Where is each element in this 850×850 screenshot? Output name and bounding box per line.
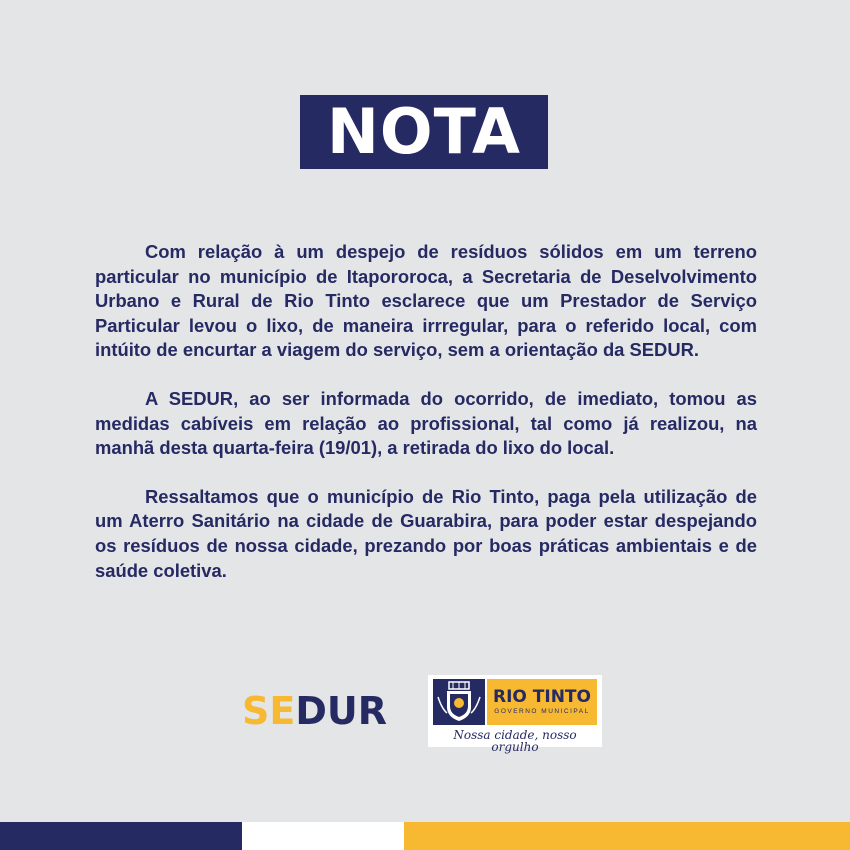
coat-of-arms-icon: [433, 679, 485, 725]
paragraph-1: Com relação à um despejo de resíduos sólidos em um terreno particular no município de Itapororoca, a Secretaria de Deselvolvimento Urbano e Rural de Rio Tinto esclarece que um Prestador de Serviço Particular levou o lixo, de maneira irrregular, para o referido local, com intúito de encurtar a viagem do serviço, sem a orientação da SEDUR.: [95, 241, 757, 361]
sedur-logo-part1: SE: [242, 689, 296, 733]
rio-tinto-subtitle: GOVERNO MUNICIPAL: [494, 708, 590, 715]
note-body: [95, 240, 757, 607]
paragraph-3: Ressaltamos que o município de Rio Tinto, paga pela utilização de um Aterro Sanitário na cidade de Guarabira, para poder estar despejando os resíduos de nossa cidade, prezando por boas práticas ambientais e de saúde coletiva.: [95, 485, 757, 581]
rio-tinto-banner: [487, 679, 597, 725]
footer-bar-yellow: [404, 822, 850, 850]
rio-tinto-logo: [428, 675, 602, 754]
footer-bar-navy: [0, 822, 242, 850]
paragraph-2: A SEDUR, ao ser informada do ocorrido, de imediato, tomou as medidas cabíveis em relação ao profissional, tal como já realizou, na manhã desta quarta-feira (19/01), a retirada do lixo do local.: [95, 387, 757, 459]
sedur-logo: [242, 689, 387, 733]
footer-bar-white: [242, 822, 404, 850]
page-title: NOTA: [326, 95, 522, 168]
title-banner: [300, 95, 548, 169]
sedur-logo-part2: DUR: [295, 689, 387, 733]
rio-tinto-slogan: Nossa cidade, nosso orgulho: [453, 728, 577, 754]
rio-tinto-name: RIO TINTO: [493, 687, 591, 707]
